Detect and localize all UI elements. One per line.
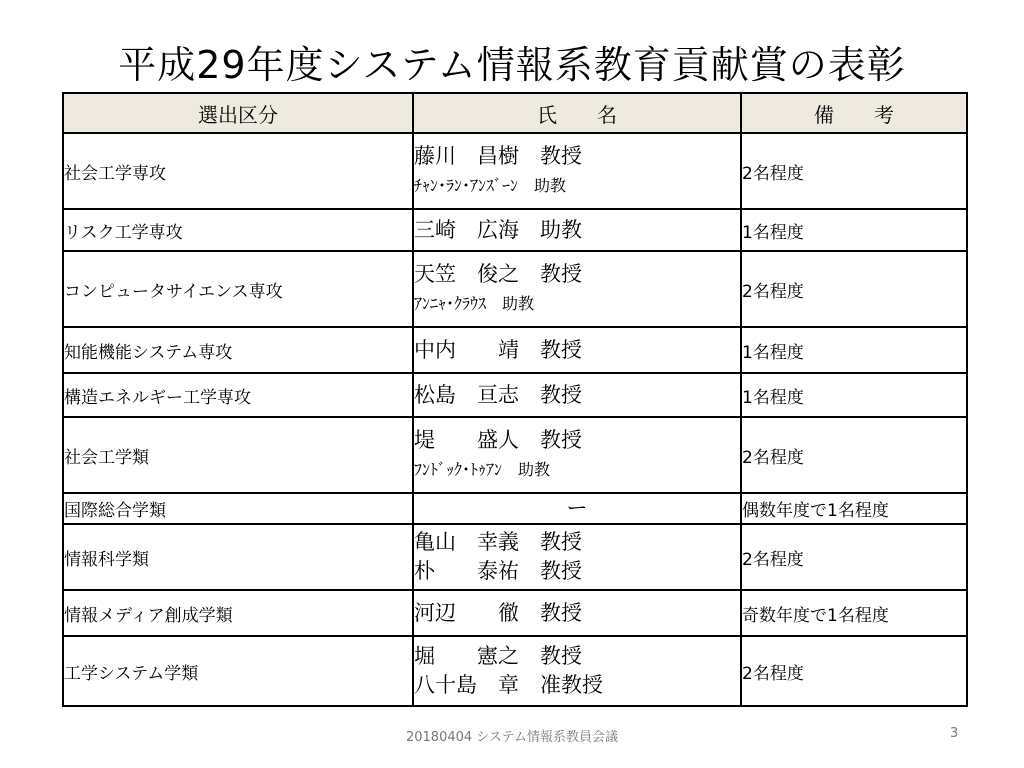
header-category: 選出区分 — [63, 93, 413, 133]
name-line: ー — [566, 496, 588, 520]
category-cell: 情報科学類 — [63, 524, 413, 590]
name-line: ｱﾝﾆｬ･ｸﾗｳｽ 助教 — [414, 294, 535, 313]
name-cell — [413, 327, 741, 373]
note-cell: 1名程度 — [741, 373, 967, 417]
table-row — [63, 133, 967, 209]
table-header-row — [63, 93, 967, 133]
name-line: 松島 亘志 教授 — [414, 382, 582, 407]
category-cell: 社会工学類 — [63, 417, 413, 493]
table-row — [63, 373, 967, 417]
table-row — [63, 417, 967, 493]
footer-text: 20180404 システム情報系教員会議 — [405, 730, 618, 745]
name-cell — [413, 524, 741, 590]
page-title: 平成29年度システム情報系教育貢献賞の表彰 — [118, 43, 906, 87]
category-cell: 構造エネルギー工学専攻 — [63, 373, 413, 417]
note-cell: 2名程度 — [741, 133, 967, 209]
name-cell — [413, 133, 741, 209]
page-number: 3 — [950, 726, 959, 741]
name-line: 中内 靖 教授 — [414, 337, 582, 362]
table-body — [63, 133, 967, 706]
category-cell: 工学システム学類 — [63, 636, 413, 706]
category-cell: リスク工学専攻 — [63, 209, 413, 251]
note-cell: 1名程度 — [741, 209, 967, 251]
note-cell: 偶数年度で1名程度 — [741, 493, 967, 524]
note-cell: 2名程度 — [741, 417, 967, 493]
category-cell: 知能機能システム専攻 — [63, 327, 413, 373]
category-cell: 社会工学専攻 — [63, 133, 413, 209]
name-line: 堤 盛人 教授 — [414, 428, 582, 452]
name-line: 河辺 徹 教授 — [414, 600, 582, 625]
note-cell: 2名程度 — [741, 251, 967, 327]
table-row — [63, 524, 967, 590]
note-cell: 2名程度 — [741, 636, 967, 706]
note-cell: 2名程度 — [741, 524, 967, 590]
name-line: 藤川 昌樹 教授 — [414, 144, 582, 168]
name-cell — [413, 493, 741, 524]
name-cell — [413, 373, 741, 417]
table-row — [63, 209, 967, 251]
note-cell: 奇数年度で1名程度 — [741, 590, 967, 636]
name-cell — [413, 251, 741, 327]
name-line: 八十島 章 准教授 — [414, 673, 603, 697]
name-cell — [413, 636, 741, 706]
table-row — [63, 590, 967, 636]
category-cell: 国際総合学類 — [63, 493, 413, 524]
header-name: 氏 名 — [413, 93, 741, 133]
category-cell: コンピュータサイエンス専攻 — [63, 251, 413, 327]
category-cell: 情報メディア創成学類 — [63, 590, 413, 636]
name-line: 朴 泰祐 教授 — [414, 559, 582, 583]
name-line: ﾁｬﾝ･ﾗﾝ･ｱﾝｽﾞｰﾝ 助教 — [414, 176, 567, 195]
name-line: 堀 憲之 教授 — [414, 644, 582, 668]
header-note: 備 考 — [741, 93, 967, 133]
table-row — [63, 251, 967, 327]
name-line: ﾌﾝﾄﾞｯｸ･ﾄｩｱﾝ 助教 — [414, 460, 551, 479]
table-row — [63, 636, 967, 706]
table-row — [63, 493, 967, 524]
table-row — [63, 327, 967, 373]
award-table — [62, 92, 968, 707]
name-line: 三崎 広海 助教 — [414, 217, 582, 242]
name-cell — [413, 209, 741, 251]
name-cell — [413, 417, 741, 493]
name-line: 天笠 俊之 教授 — [414, 262, 582, 286]
name-line: 亀山 幸義 教授 — [414, 530, 582, 554]
note-cell: 1名程度 — [741, 327, 967, 373]
name-cell — [413, 590, 741, 636]
